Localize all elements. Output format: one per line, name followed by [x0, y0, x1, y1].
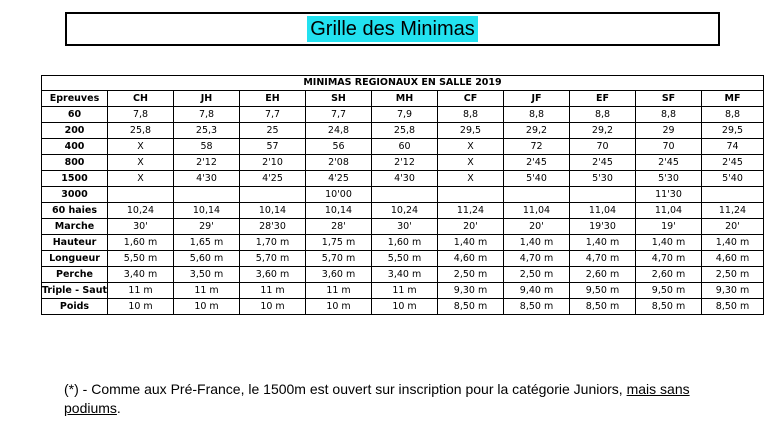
table-cell	[372, 187, 438, 203]
column-header: EF	[570, 91, 636, 107]
table-cell: 2'12	[372, 155, 438, 171]
table-cell: 25,8	[372, 123, 438, 139]
table-cell: 2,50 m	[702, 267, 764, 283]
table-cell: 29,5	[438, 123, 504, 139]
table-cell: 2'45	[504, 155, 570, 171]
table-cell: 4'25	[240, 171, 306, 187]
table-cell: X	[108, 139, 174, 155]
column-header-epreuves: Epreuves	[42, 91, 108, 107]
table-cell	[240, 187, 306, 203]
row-label: Hauteur	[42, 235, 108, 251]
row-label: Triple - Saut	[42, 283, 108, 299]
column-header: EH	[240, 91, 306, 107]
table-cell	[108, 187, 174, 203]
table-cell: 7,9	[372, 107, 438, 123]
table-cell: 5,50 m	[108, 251, 174, 267]
table-cell: 25,8	[108, 123, 174, 139]
table-cell: 3,40 m	[372, 267, 438, 283]
minimas-table	[41, 75, 764, 315]
table-cell: 8,8	[636, 107, 702, 123]
table-cell: 4,60 m	[438, 251, 504, 267]
table-cell: 2,50 m	[438, 267, 504, 283]
table-cell: 1,70 m	[240, 235, 306, 251]
table-cell: 1,40 m	[504, 235, 570, 251]
table-cell: 8,50 m	[702, 299, 764, 315]
table-row	[42, 299, 764, 315]
row-label: Longueur	[42, 251, 108, 267]
column-header: SH	[306, 91, 372, 107]
table-cell: 2'45	[702, 155, 764, 171]
table-cell: 7,7	[240, 107, 306, 123]
table-cell: 2'45	[636, 155, 702, 171]
table-cell: 1,40 m	[702, 235, 764, 251]
table-caption: MINIMAS REGIONAUX EN SALLE 2019	[42, 76, 764, 91]
table-cell: 25	[240, 123, 306, 139]
footnote-text: (*) - Comme aux Pré-France, le 1500m est ouvert sur inscription pour la catégorie Juniors,	[64, 381, 627, 397]
row-label: Perche	[42, 267, 108, 283]
table-cell: 10'00	[306, 187, 372, 203]
table-cell: 1,40 m	[636, 235, 702, 251]
footnote-end: .	[116, 400, 121, 416]
table-cell: 10 m	[174, 299, 240, 315]
table-cell: 11 m	[240, 283, 306, 299]
table-cell: 11 m	[174, 283, 240, 299]
column-header: MF	[702, 91, 764, 107]
footnote	[64, 380, 734, 418]
table-cell: 3,50 m	[174, 267, 240, 283]
table-cell: 10,24	[372, 203, 438, 219]
row-label: 3000	[42, 187, 108, 203]
table-row	[42, 155, 764, 171]
table-cell: 11 m	[108, 283, 174, 299]
table-cell: 1,60 m	[372, 235, 438, 251]
row-label: 1500	[42, 171, 108, 187]
table-cell: 11 m	[306, 283, 372, 299]
table-cell: 11,04	[636, 203, 702, 219]
row-label: Marche	[42, 219, 108, 235]
table-row	[42, 283, 764, 299]
table-row	[42, 139, 764, 155]
table-cell: 10,14	[240, 203, 306, 219]
table-cell: 5,60 m	[174, 251, 240, 267]
table-row	[42, 107, 764, 123]
table-cell: 11,04	[504, 203, 570, 219]
table-row	[42, 187, 764, 203]
table-row	[42, 267, 764, 283]
table-cell: 7,8	[108, 107, 174, 123]
table-cell: 5,70 m	[240, 251, 306, 267]
table-cell	[570, 187, 636, 203]
column-header: SF	[636, 91, 702, 107]
table-cell: 2'08	[306, 155, 372, 171]
table-cell: 2'12	[174, 155, 240, 171]
table-cell: 4,70 m	[504, 251, 570, 267]
header-row	[42, 91, 764, 107]
table-cell: 1,40 m	[438, 235, 504, 251]
table-cell: 24,8	[306, 123, 372, 139]
table-cell: 60	[372, 139, 438, 155]
table-cell: 4,70 m	[570, 251, 636, 267]
column-header: JF	[504, 91, 570, 107]
table-cell: 10 m	[306, 299, 372, 315]
row-label: 800	[42, 155, 108, 171]
table-cell: 9,40 m	[504, 283, 570, 299]
table-cell: 20'	[702, 219, 764, 235]
table-cell: 3,60 m	[240, 267, 306, 283]
table-cell: 29'	[174, 219, 240, 235]
table-cell: 70	[570, 139, 636, 155]
caption-row	[42, 76, 764, 91]
table-cell: 25,3	[174, 123, 240, 139]
table-cell: 1,60 m	[108, 235, 174, 251]
table-cell: 4'25	[306, 171, 372, 187]
table-cell	[702, 187, 764, 203]
table-cell: 11,24	[438, 203, 504, 219]
table-cell: 10,14	[174, 203, 240, 219]
table-cell: 11,24	[702, 203, 764, 219]
table-cell: 2,60 m	[570, 267, 636, 283]
table-cell: 8,8	[438, 107, 504, 123]
footnote-underlined: mais sans podiums	[64, 381, 690, 416]
table-cell	[438, 187, 504, 203]
table-cell: X	[438, 155, 504, 171]
column-header: MH	[372, 91, 438, 107]
table-cell: 58	[174, 139, 240, 155]
table-row	[42, 171, 764, 187]
table-cell: 5,70 m	[306, 251, 372, 267]
table-cell: 30'	[372, 219, 438, 235]
column-header: CF	[438, 91, 504, 107]
table-cell: 28'30	[240, 219, 306, 235]
table-cell: 5,50 m	[372, 251, 438, 267]
table-cell: 2'10	[240, 155, 306, 171]
table-cell: 9,50 m	[636, 283, 702, 299]
table-cell: 5'40	[504, 171, 570, 187]
table-cell: 5'40	[702, 171, 764, 187]
table-cell	[504, 187, 570, 203]
table-cell: 1,40 m	[570, 235, 636, 251]
column-header: JH	[174, 91, 240, 107]
table-cell: 72	[504, 139, 570, 155]
table-row	[42, 219, 764, 235]
table-cell: 3,60 m	[306, 267, 372, 283]
table-cell: 29,2	[504, 123, 570, 139]
table-cell: 1,75 m	[306, 235, 372, 251]
table-cell: 7,7	[306, 107, 372, 123]
table-cell: 10 m	[240, 299, 306, 315]
table-cell: 20'	[438, 219, 504, 235]
table-cell: 57	[240, 139, 306, 155]
row-label: 400	[42, 139, 108, 155]
table-cell: 2,60 m	[636, 267, 702, 283]
table-cell: 74	[702, 139, 764, 155]
table-cell: 10,24	[108, 203, 174, 219]
table-cell: 4'30	[372, 171, 438, 187]
table-cell: 11,04	[570, 203, 636, 219]
row-label: 60	[42, 107, 108, 123]
table-cell: X	[108, 171, 174, 187]
row-label: 60 haies	[42, 203, 108, 219]
table-row	[42, 203, 764, 219]
table-cell: 2,50 m	[504, 267, 570, 283]
row-label: Poids	[42, 299, 108, 315]
table-row	[42, 235, 764, 251]
table-cell: 56	[306, 139, 372, 155]
table-cell: 5'30	[570, 171, 636, 187]
table-cell: X	[108, 155, 174, 171]
table-cell: 30'	[108, 219, 174, 235]
table-cell	[174, 187, 240, 203]
table-cell: 9,30 m	[438, 283, 504, 299]
table-cell: 1,65 m	[174, 235, 240, 251]
table-cell: 4,70 m	[636, 251, 702, 267]
table-cell: 3,40 m	[108, 267, 174, 283]
table-cell: 11'30	[636, 187, 702, 203]
table-cell: 10,14	[306, 203, 372, 219]
table-cell: 28'	[306, 219, 372, 235]
table-row	[42, 251, 764, 267]
table-cell: 29,2	[570, 123, 636, 139]
table-cell: 8,8	[702, 107, 764, 123]
table-cell: 19'30	[570, 219, 636, 235]
table-cell: 4'30	[174, 171, 240, 187]
table-cell: 9,30 m	[702, 283, 764, 299]
table-cell: 9,50 m	[570, 283, 636, 299]
table-cell: 29	[636, 123, 702, 139]
table-cell: 8,50 m	[438, 299, 504, 315]
table-cell: 70	[636, 139, 702, 155]
table-cell: 8,50 m	[504, 299, 570, 315]
table-cell: 8,8	[504, 107, 570, 123]
table-cell: 8,50 m	[636, 299, 702, 315]
table-cell: 10 m	[108, 299, 174, 315]
page-title: Grille des Minimas	[307, 16, 477, 42]
row-label: 200	[42, 123, 108, 139]
table-cell: 4,60 m	[702, 251, 764, 267]
table-cell: 2'45	[570, 155, 636, 171]
table-row	[42, 123, 764, 139]
table-cell: 29,5	[702, 123, 764, 139]
table-cell: 10 m	[372, 299, 438, 315]
table-cell: X	[438, 139, 504, 155]
table-cell: 7,8	[174, 107, 240, 123]
table-cell: 8,50 m	[570, 299, 636, 315]
table-cell: 20'	[504, 219, 570, 235]
table-cell: 8,8	[570, 107, 636, 123]
column-header: CH	[108, 91, 174, 107]
table-cell: 19'	[636, 219, 702, 235]
table-cell: X	[438, 171, 504, 187]
table-cell: 5'30	[636, 171, 702, 187]
title-box	[65, 12, 720, 46]
table-cell: 11 m	[372, 283, 438, 299]
